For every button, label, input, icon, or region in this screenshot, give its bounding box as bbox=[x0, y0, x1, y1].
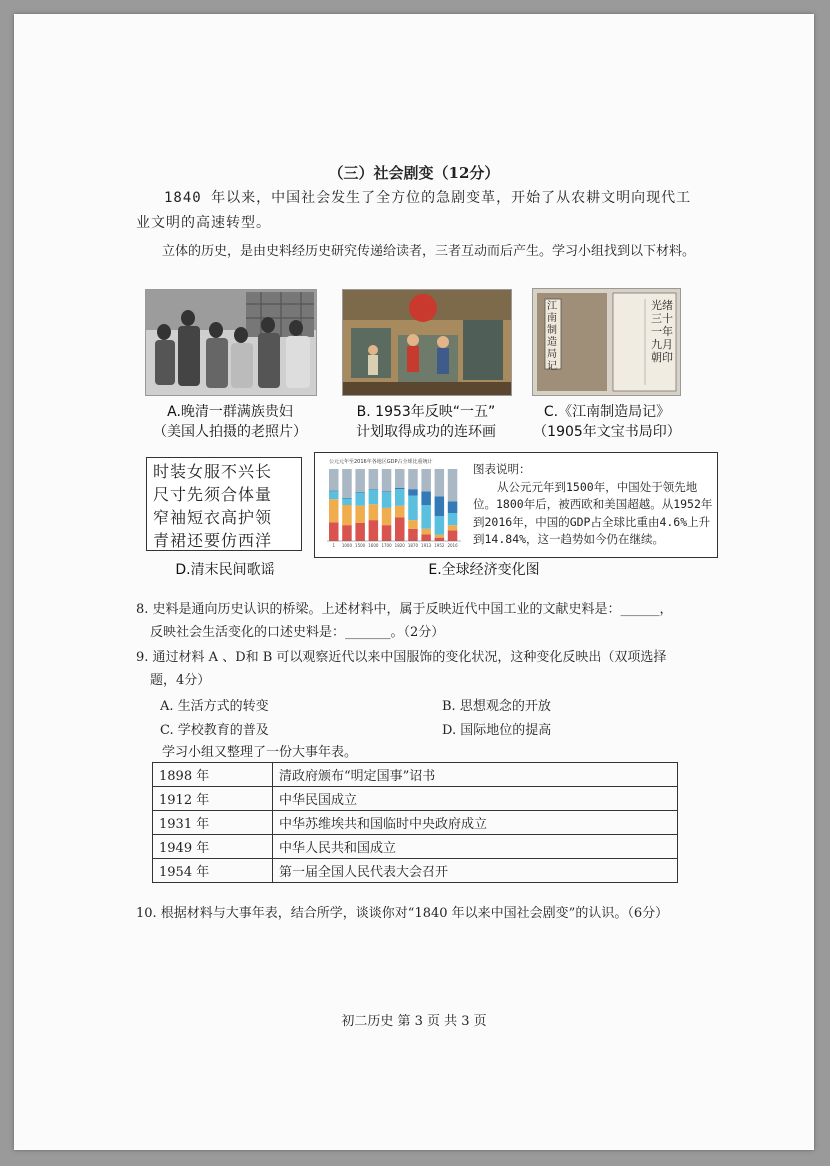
bar-segment bbox=[369, 490, 379, 504]
bar-segment bbox=[421, 469, 431, 491]
caption-d: D.清末民间歌谣 bbox=[175, 562, 275, 578]
bar-segment bbox=[355, 523, 365, 541]
bar-segment bbox=[382, 508, 392, 525]
gdp-stacked-bar-chart bbox=[317, 455, 467, 555]
bar-segment bbox=[382, 492, 392, 508]
caption-c-line2: （1905年文宝书局印） bbox=[533, 424, 681, 440]
question-8-line1: 8. 史料是通向历史认识的桥梁。上述材料中，属于反映近代中国工业的文献史料是：______， bbox=[136, 602, 673, 617]
bar-segment bbox=[448, 513, 458, 525]
bar-segment bbox=[342, 525, 352, 541]
bar-segment bbox=[435, 538, 445, 541]
bar-segment bbox=[421, 535, 431, 541]
bar-segment bbox=[421, 505, 431, 529]
question-8-line2: 反映社会生活变化的口述史料是：_______。（2分） bbox=[150, 625, 445, 640]
caption-c-line1: C.《江南制造局记》 bbox=[543, 404, 671, 420]
bar-segment bbox=[408, 469, 418, 489]
event-year: 1949 年 bbox=[153, 835, 273, 859]
bar-segment bbox=[342, 498, 352, 499]
bar-segment bbox=[395, 469, 405, 488]
caption-a-line1: A.晚清一群满族贵妇 bbox=[167, 404, 293, 420]
bar-segment bbox=[342, 469, 352, 498]
x-tick-label: 1820 bbox=[394, 543, 405, 548]
photo-manchu-ladies bbox=[145, 289, 317, 396]
x-tick-label: 2016 bbox=[447, 543, 458, 548]
option-d[interactable]: D. 国际地位的提高 bbox=[442, 723, 552, 738]
caption-a-line2: （美国人拍摄的老照片） bbox=[153, 424, 307, 440]
bar-segment bbox=[329, 522, 339, 541]
bar-segment bbox=[329, 491, 339, 492]
bar-segment bbox=[382, 491, 392, 492]
table-row bbox=[153, 787, 678, 811]
table-intro: 学习小组又整理了一份大事年表。 bbox=[162, 745, 358, 760]
question-10: 10. 根据材料与大事年表，结合所学，谈谈你对“1840 年以来中国社会剧变”的认识。（6分） bbox=[136, 906, 669, 921]
bar-segment bbox=[355, 469, 365, 492]
question-9-line1: 9. 通过材料 A 、D和 B 可以观察近代以来中国服饰的变化状况，这种变化反映出（双项选择 bbox=[136, 650, 667, 665]
bar-segment bbox=[408, 529, 418, 541]
question-8 bbox=[136, 598, 706, 644]
book-cover-title: 江南制造局记 bbox=[547, 301, 557, 372]
x-tick-label: 1000 bbox=[341, 543, 353, 548]
x-tick-label: 1870 bbox=[407, 543, 419, 548]
poem-line: 尺寸先须合体量 bbox=[153, 485, 273, 504]
bar-segment bbox=[329, 469, 339, 491]
event-year: 1954 年 bbox=[153, 859, 273, 883]
bar-segment bbox=[342, 499, 352, 505]
intro-paragraph-2: 立体的历史，是由史料经历史研究传递给读者，三者互动而后产生。学习小组找到以下材料。 bbox=[162, 244, 696, 259]
bar-segment bbox=[395, 517, 405, 541]
x-tick-label: 1600 bbox=[368, 543, 379, 548]
x-tick-label: 1 bbox=[332, 543, 336, 548]
bar-segment bbox=[382, 469, 392, 491]
table-row bbox=[153, 835, 678, 859]
bar-segment bbox=[395, 489, 405, 506]
event-desc: 中华苏维埃共和国临时中央政府成立 bbox=[273, 811, 678, 835]
x-tick-label: 1952 bbox=[434, 543, 445, 548]
page-footer: 初二历史 第 3 页 共 3 页 bbox=[341, 1014, 487, 1029]
bar-segment bbox=[448, 530, 458, 541]
bar-segment bbox=[408, 489, 418, 495]
option-a[interactable]: A. 生活方式的转变 bbox=[160, 699, 269, 714]
bar-segment bbox=[448, 501, 458, 513]
event-year: 1931 年 bbox=[153, 811, 273, 835]
caption-e: E.全球经济变化图 bbox=[428, 562, 540, 578]
book-jiangnan-arsenal bbox=[532, 288, 681, 396]
question-9 bbox=[136, 646, 706, 692]
x-tick-label: 1700 bbox=[381, 543, 392, 548]
poem-line: 窄袖短衣高护领 bbox=[153, 508, 273, 527]
caption-b-line2: 计划取得成功的连环画 bbox=[356, 424, 496, 440]
exam-page bbox=[14, 14, 814, 1150]
poem-line: 青裙还要仿西洋 bbox=[153, 531, 273, 550]
intro-paragraph: 1840 年以来，中国社会发生了全方位的急剧变革，开始了从农耕文明向现代工业文明的高速转型。 bbox=[136, 190, 692, 231]
event-desc: 中华人民共和国成立 bbox=[273, 835, 678, 859]
chart-note bbox=[473, 461, 713, 549]
chart-note-title: 图表说明： bbox=[473, 462, 531, 476]
chart-title: 公元元年至2016年各地区GDP占全球比重统计 bbox=[329, 459, 433, 465]
bar-segment bbox=[342, 505, 352, 525]
caption-b bbox=[336, 402, 516, 442]
bar-segment bbox=[408, 496, 418, 520]
bar-segment bbox=[421, 491, 431, 505]
bar-segment bbox=[448, 469, 458, 501]
caption-a bbox=[140, 402, 320, 442]
x-tick-label: 1500 bbox=[355, 543, 366, 548]
poem-line: 时装女服不兴长 bbox=[153, 462, 273, 481]
x-tick-label: 1913 bbox=[421, 543, 432, 548]
bar-segment bbox=[369, 489, 379, 490]
option-b[interactable]: B. 思想观念的开放 bbox=[442, 699, 551, 714]
event-year: 1912 年 bbox=[153, 787, 273, 811]
global-economy-chart-box bbox=[314, 452, 718, 558]
bar-segment bbox=[329, 499, 339, 522]
bar-segment bbox=[369, 469, 379, 489]
event-desc: 清政府颁布“明定国事”诏书 bbox=[273, 763, 678, 787]
bar-segment bbox=[421, 529, 431, 535]
bar-segment bbox=[355, 492, 365, 493]
event-desc: 第一届全国人民代表大会召开 bbox=[273, 859, 678, 883]
option-c[interactable]: C. 学校教育的普及 bbox=[160, 723, 269, 738]
table-row bbox=[153, 859, 678, 883]
bar-segment bbox=[435, 535, 445, 538]
bar-segment bbox=[355, 506, 365, 523]
event-desc: 中华民国成立 bbox=[273, 787, 678, 811]
bar-segment bbox=[448, 525, 458, 530]
bar-segment bbox=[395, 488, 405, 489]
section-title: （三）社会剧变（12分） bbox=[328, 164, 500, 182]
bar-segment bbox=[435, 469, 445, 496]
caption-c bbox=[522, 402, 692, 442]
question-9-line2: 题，4分） bbox=[150, 673, 211, 688]
book-page-date: 光绪三十一年九月朝印 bbox=[651, 299, 673, 364]
bar-segment bbox=[435, 496, 445, 516]
comic-first-five-year-plan bbox=[342, 289, 512, 396]
bar-segment bbox=[355, 493, 365, 506]
bar-segment bbox=[369, 504, 379, 520]
table-row bbox=[153, 811, 678, 835]
bar-segment bbox=[408, 520, 418, 529]
table-row bbox=[153, 763, 678, 787]
event-year: 1898 年 bbox=[153, 763, 273, 787]
folk-song-box bbox=[146, 457, 302, 551]
bar-segment bbox=[382, 525, 392, 541]
bar-segment bbox=[435, 516, 445, 535]
events-table bbox=[152, 762, 678, 883]
bar-segment bbox=[369, 520, 379, 541]
bar-segment bbox=[395, 506, 405, 518]
chart-note-body: 从公元元年到1500年，中国处于领先地位。1800年后，被西欧和美国超越。从1952年到2016年，中国的GDP占全球比重由4.6%上升到14.84%，这一趋势如今仍在继续。 bbox=[473, 479, 713, 546]
caption-b-line1: B. 1953年反映“一五” bbox=[356, 404, 496, 420]
bar-segment bbox=[329, 491, 339, 499]
